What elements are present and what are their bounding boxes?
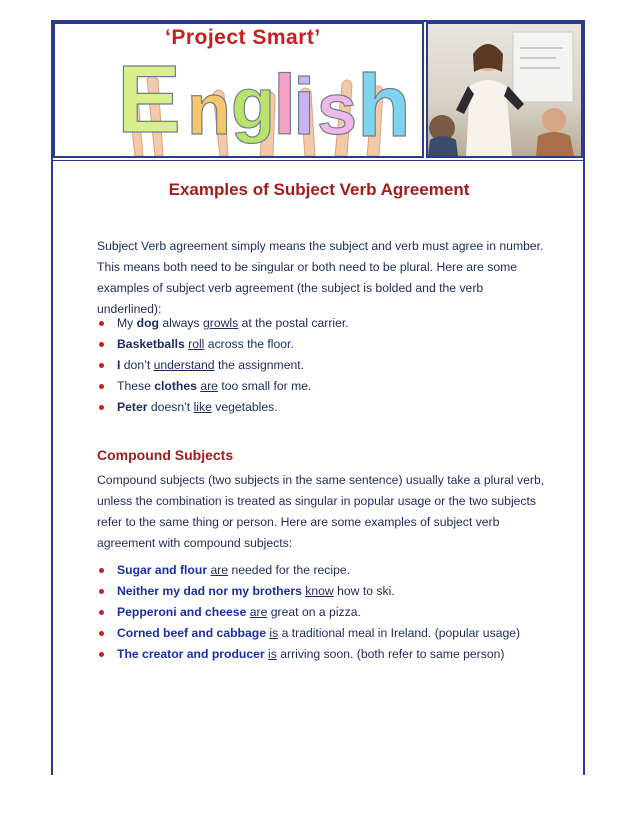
examples-list <box>97 313 349 418</box>
document-title: Examples of Subject Verb Agreement <box>168 180 470 199</box>
compound-examples-list <box>97 560 520 665</box>
section-heading-compound: Compound Subjects <box>97 447 234 463</box>
list-item: These clothes are too small for me. <box>97 376 349 397</box>
header-banner <box>53 22 583 160</box>
english-logo <box>55 24 422 156</box>
header-divider <box>53 160 583 161</box>
list-item: Peter doesn’t like vegetables. <box>97 397 349 418</box>
bullet-dot <box>99 342 104 347</box>
project-title: ‘Project Smart’ <box>165 26 321 49</box>
bullet-dot <box>99 405 104 410</box>
list-item: I don’t understand the assignment. <box>97 355 349 376</box>
letter-h: h <box>357 56 411 155</box>
list-item: Pepperoni and cheese are great on a pizza. <box>97 602 520 623</box>
letter-s: s <box>317 70 358 150</box>
letter-e: E <box>117 46 182 153</box>
classroom-photo-illustration <box>428 24 581 156</box>
intro-paragraph <box>97 236 547 320</box>
bullet-dot <box>99 589 104 594</box>
compound-line: refer to the same thing or person. Here are some examples of subject verb <box>97 515 500 529</box>
intro-line: Subject Verb agreement simply means the subject and verb must agree in number. <box>97 239 544 253</box>
bullet-dot <box>99 610 104 615</box>
bullet-dot <box>99 652 104 657</box>
compound-line: Compound subjects (two subjects in the same sentence) usually take a plural verb, <box>97 473 545 487</box>
intro-line: examples of subject verb agreement (the subject is bolded and the verb underlined): <box>97 281 484 316</box>
list-item: Corned beef and cabbage is a traditional meal in Ireland. (popular usage) <box>97 623 520 644</box>
letter-g: g <box>231 64 275 144</box>
bullet-dot <box>99 568 104 573</box>
bullet-dot <box>99 384 104 389</box>
compound-line: unless the combination is treated as singular in popular usage or the two subjects <box>97 494 537 508</box>
bullet-dot <box>99 363 104 368</box>
intro-line: This means both need to be singular or both need to be plural. Here are some <box>97 260 518 274</box>
compound-paragraph <box>97 470 547 554</box>
list-item: The creator and producer is arriving soon. (both refer to same person) <box>97 644 520 665</box>
list-item: Neither my dad nor my brothers know how to ski. <box>97 581 520 602</box>
list-item: Sugar and flour are needed for the recipe. <box>97 560 520 581</box>
compound-line: agreement with compound subjects: <box>97 536 293 550</box>
list-item: My dog always growls at the postal carrier. <box>97 313 349 334</box>
bullet-dot <box>99 321 104 326</box>
letter-l: l <box>273 58 297 152</box>
list-item: Basketballs roll across the floor. <box>97 334 349 355</box>
letter-n: n <box>187 70 231 150</box>
bullet-dot <box>99 631 104 636</box>
english-banner <box>53 22 424 158</box>
letter-i: i <box>293 62 316 151</box>
classroom-photo <box>426 22 583 158</box>
